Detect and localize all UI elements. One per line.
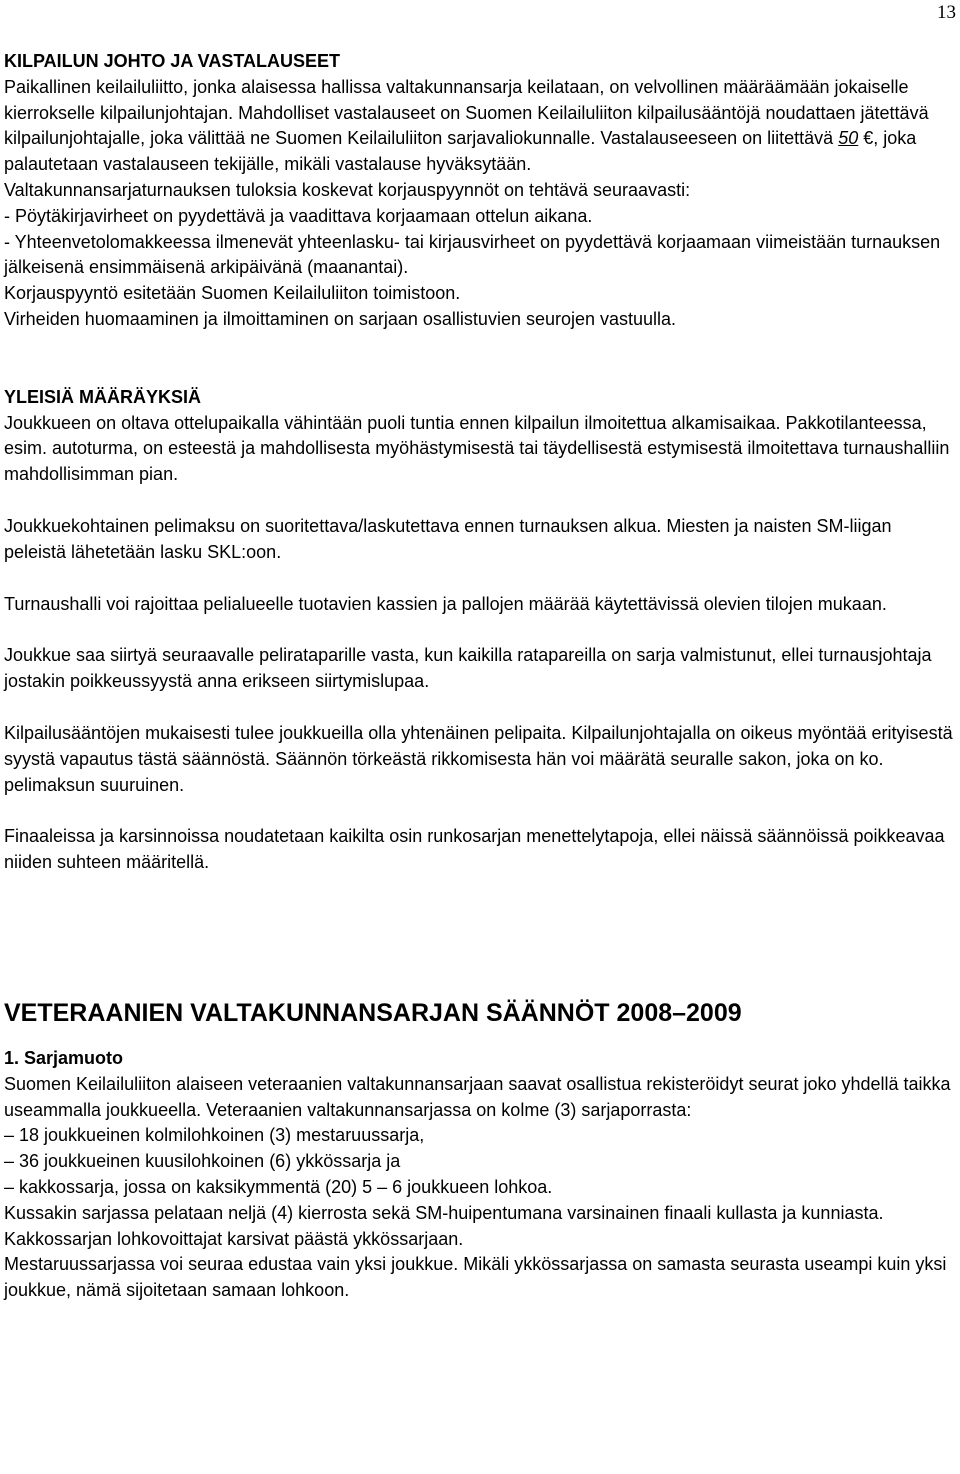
section-subheading: 1. Sarjamuoto <box>4 1047 124 1068</box>
fee-amount: 50 <box>838 128 859 149</box>
paragraph: Joukkue saa siirtyä seuraavalle pelirataparille vasta, kun kaikilla ratapareilla on sarja valmistunut, ellei turnausjohtaja jostakin poikkeussyystä anna erikseen siirtymislupaa. <box>4 645 932 692</box>
section-kilpailun-johto <box>4 49 956 333</box>
section-veteraanien-saannot <box>4 998 956 1304</box>
paragraph: Kilpailusääntöjen mukaisesti tulee joukkueilla olla yhtenäinen pelipaita. Kilpailunjohtajalla on oikeus myöntää erityisestä syystä vapautus tästä säännöstä. Säännön törkeästä rikkomisesta hän voi määrätä seuralle sakon, joka on ko. pelimaksun suuruinen. <box>4 722 953 795</box>
paragraph-line: Korjauspyyntö esitetään Suomen Keilailuliiton toimistoon. <box>4 283 461 304</box>
spacer <box>4 798 956 824</box>
paragraph-line: - Pöytäkirjavirheet on pyydettävä ja vaadittava korjaamaan ottelun aikana. <box>4 205 593 226</box>
spacer <box>4 695 956 721</box>
paragraph-line: Virheiden huomaaminen ja ilmoittaminen on sarjaan osallistuvien seurojen vastuulla. <box>4 308 677 329</box>
paragraph-text: Paikallinen keilailuliitto, jonka alaisessa hallissa valtakunnansarja keilataan, on velvollinen määräämään jokaiselle kierrokselle kilpailunjohtajan. Mahdolliset vastalauseet on Suomen Keilailuliiton kilpailusääntöjä noudattaen jätettävä kilpailunjohtajalle, joka välittää ne Suomen Keilailuliiton sarjavaliokunnalle. Vastalauseeseen on liitettävä <box>4 76 929 149</box>
spacer <box>4 488 956 514</box>
section-heading: YLEISIÄ MÄÄRÄYKSIÄ <box>4 386 202 407</box>
paragraph: Joukkueen on oltava ottelupaikalla vähintään puoli tuntia ennen kilpailun ilmoitettua alkamisaikaa. Pakkotilanteessa, esim. autoturma, on esteestä ja mahdollisesta myöhästymisestä tai täydellisestä estymisestä ilmoitettava turnaushalliin mahdollisimman pian. <box>4 412 950 485</box>
list-item: – kakkossarja, jossa on kaksikymmentä (20) 5 – 6 joukkueen lohkoa. <box>4 1176 553 1197</box>
page-number: 13 <box>937 2 956 23</box>
paragraph-text: €, joka palautetaan vastalauseen tekijälle, mikäli vastalause hyväksytään. <box>4 128 917 175</box>
spacer <box>4 566 956 592</box>
document-body <box>4 49 956 1304</box>
section-heading: KILPAILUN JOHTO JA VASTALAUSEET <box>4 51 341 71</box>
paragraph: Joukkuekohtainen pelimaksu on suoritettava/laskutettava ennen turnauksen alkua. Miesten ja naisten SM-liigan peleistä lähetetään lasku SKL:oon. <box>4 515 892 562</box>
paragraph-line: Kussakin sarjassa pelataan neljä (4) kierrosta sekä SM-huipentumana varsinainen finaali kullasta ja kunniasta. Kakkossarjan lohkovoittajat karsivat päästä ykkössarjaan. <box>4 1202 884 1249</box>
spacer <box>4 617 956 643</box>
paragraph: Suomen Keilailuliiton alaiseen veteraanien valtakunnansarjaan saavat osallistua rekisteröidyt seurat joko yhdellä taikka useammalla joukkueella. Veteraanien valtakunnansarjassa on kolme (3) sarjaporrasta: <box>4 1073 951 1120</box>
paragraph-line: - Yhteenvetolomakkeessa ilmenevät yhteenlasku- tai kirjausvirheet on pyydettävä korjaamaan viimeistään turnauksen jälkeisenä ensimmäisenä arkipäivänä (maanantai). <box>4 231 941 278</box>
spacer <box>4 876 956 998</box>
list-item: – 36 joukkueinen kuusilohkoinen (6) ykkössarja ja <box>4 1151 401 1172</box>
section-yleisia-maarayksia <box>4 385 956 876</box>
paragraph-line: Mestaruussarjassa voi seuraa edustaa vain yksi joukkue. Mikäli ykkössarjassa on samasta seurasta useampi kuin yksi joukkue, nämä sijoitetaan samaan lohkoon. <box>4 1254 947 1301</box>
paragraph: Turnaushalli voi rajoittaa pelialueelle tuotavien kassien ja pallojen määrää käytettävissä olevien tilojen mukaan. <box>4 593 887 614</box>
paragraph <box>4 75 956 178</box>
paragraph-line: Valtakunnansarjaturnauksen tuloksia koskevat korjauspyynnöt on tehtävä seuraavasti: <box>4 179 691 200</box>
spacer <box>4 333 956 385</box>
document-title: VETERAANIEN VALTAKUNNANSARJAN SÄÄNNÖT 2008–2009 <box>4 998 742 1027</box>
paragraph: Finaaleissa ja karsinnoissa noudatetaan kaikilta osin runkosarjan menettelytapoja, ellei näissä säännöissä poikkeavaa niiden suhteen määritellä. <box>4 826 945 873</box>
list-item: – 18 joukkueinen kolmilohkoinen (3) mestaruussarja, <box>4 1125 425 1146</box>
